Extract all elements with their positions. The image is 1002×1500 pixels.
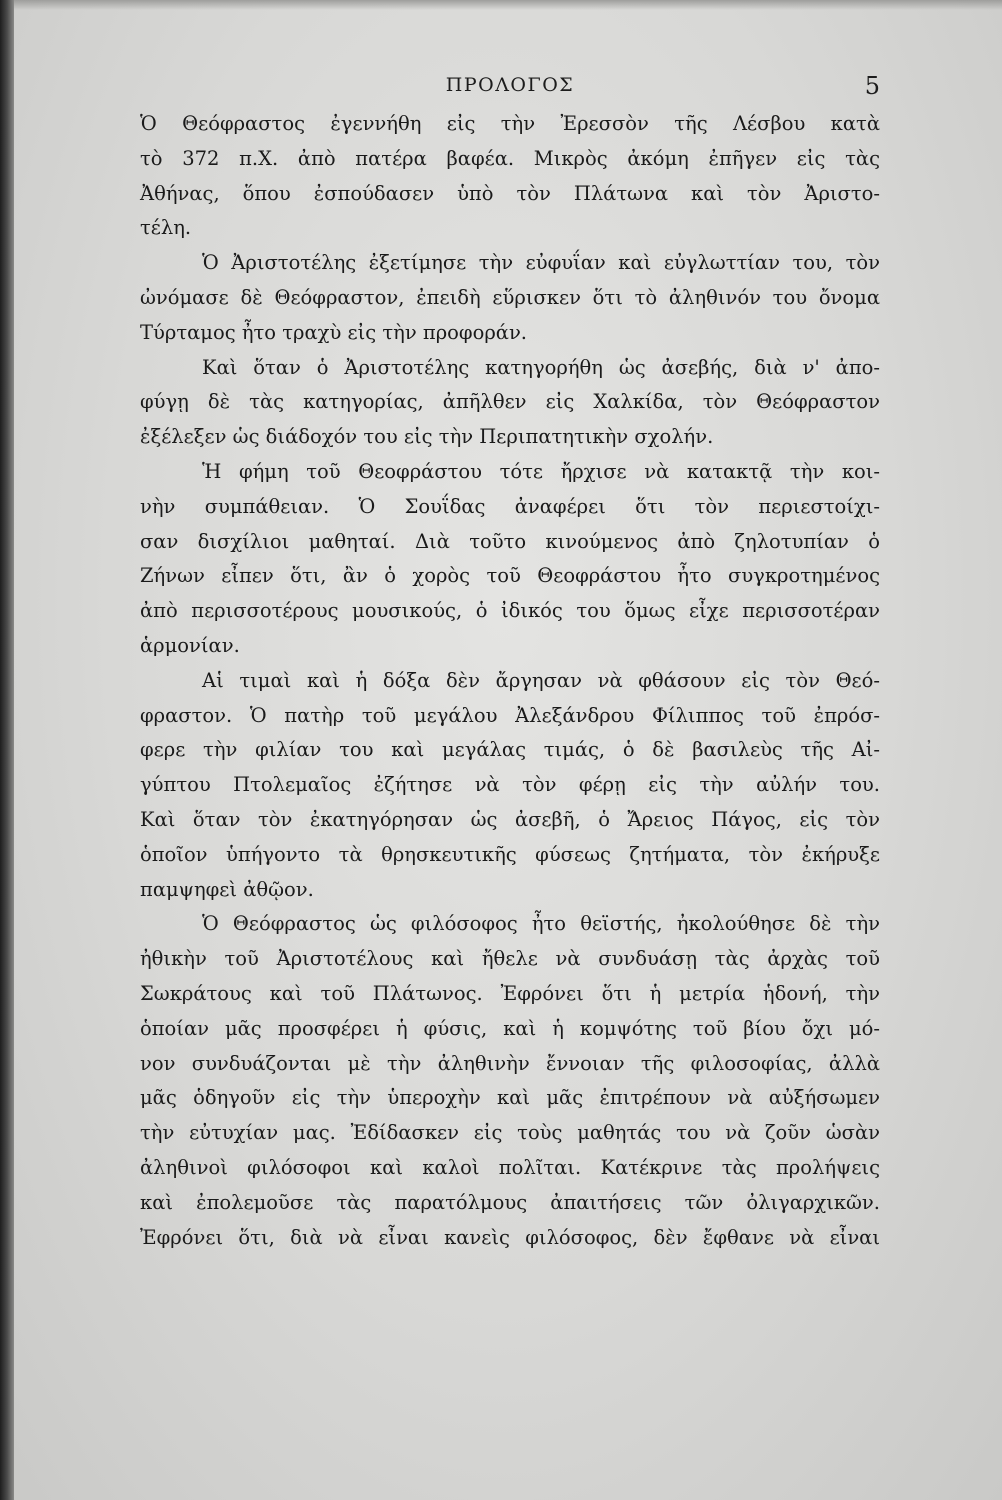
text-line: Ὁ Θεόφραστος ἐγεννήθη εἰς τὴν Ἐρεσσὸν τῆς Λέσβου κατὰ [140,112,880,135]
text-line: τέλη. [140,216,192,240]
text-line: τὸ 372 π.Χ. ἀπὸ πατέρα βαφέα. Μικρὸς ἀκόμη ἐπῆγεν εἰς τὰς [140,146,880,170]
text-line: τὴν εὐτυχίαν μας. Ἐδίδασκεν εἰς τοὺς μαθητάς του νὰ ζοῦν ὡσὰν [140,1121,880,1145]
text-line: νὴν συμπάθειαν. Ὁ Σουΐδας ἀναφέρει ὅτι τὸν περιεστοίχι- [140,494,880,518]
text-line: σαν δισχίλιοι μαθηταί. Διὰ τοῦτο κινούμενος ἀπὸ ζηλοτυπίαν ὁ [140,529,880,553]
text-line: Σωκράτους καὶ τοῦ Πλάτωνος. Ἐφρόνει ὅτι ἡ μετρία ἡδονή, τὴν [140,981,880,1005]
text-line: ἠθικὴν τοῦ Ἀριστοτέλους καὶ ἤθελε νὰ συνδυάσῃ τὰς ἀρχὰς τοῦ [140,947,880,971]
text-line: καὶ ἐπολεμοῦσε τὰς παρατόλμους ἀπαιτήσεις τῶν ὀλιγαρχικῶν. [140,1190,880,1214]
text-line: Ὁ Θεόφραστος ὡς φιλόσοφος ἦτο θεϊστής, ἠκολούθησε δὲ τὴν [202,912,880,936]
running-title: ΠΡΟΛΟΓΟΣ [445,74,575,96]
page-number: 5 [864,72,880,100]
binding-edge-shadow [0,0,14,1500]
text-line: φερε τὴν φιλίαν του καὶ μεγάλας τιμάς, ὁ δὲ βασιλεὺς τῆς Αἰ- [140,738,880,762]
body-text [140,107,880,1255]
text-line: Ἐφρόνει ὅτι, διὰ νὰ εἶναι κανεὶς φιλόσοφος, δὲν ἔφθανε νὰ εἶναι [140,1225,880,1249]
text-line: νον συνδυάζονται μὲ τὴν ἀληθινὴν ἔννοιαν τῆς φιλοσοφίας, ἀλλὰ [140,1051,880,1075]
text-line: Ὁ Ἀριστοτέλης ἐξετίμησε τὴν εὐφυΐαν καὶ εὐγλωττίαν του, τὸν [202,251,880,275]
text-line: ὠνόμασε δὲ Θεόφραστον, ἐπειδὴ εὕρισκεν ὅτι τὸ ἀληθινόν του ὄνομα [140,285,880,309]
text-line: ὁποίαν μᾶς προσφέρει ἡ φύσις, καὶ ἡ κομψότης τοῦ βίου ὄχι μό- [140,1016,880,1040]
text-line: μᾶς ὁδηγοῦν εἰς τὴν ὑπεροχὴν καὶ μᾶς ἐπιτρέπουν νὰ αὐξήσωμεν [140,1086,880,1110]
page-header [140,72,880,102]
text-line: Καὶ ὅταν τὸν ἐκατηγόρησαν ὡς ἀσεβῆ, ὁ Ἄρειος Πάγος, εἰς τὸν [140,807,880,831]
text-line: φύγῃ δὲ τὰς κατηγορίας, ἀπῆλθεν εἰς Χαλκίδα, τὸν Θεόφραστον [140,390,880,414]
text-line: ὁποῖον ὑπήγοντο τὰ θρησκευτικῆς φύσεως ζητήματα, τὸν ἐκήρυξε [140,842,880,866]
text-line: ἁρμονίαν. [140,633,240,657]
text-line: Ζήνων εἶπεν ὅτι, ἂν ὁ χορὸς τοῦ Θεοφράστου ἦτο συγκροτημένος [140,564,880,588]
text-line: Αἱ τιμαὶ καὶ ἡ δόξα δὲν ἄργησαν νὰ φθάσουν εἰς τὸν Θεό- [202,668,880,692]
text-line: Ἀθήνας, ὅπου ἐσπούδασεν ὑπὸ τὸν Πλάτωνα καὶ τὸν Ἀριστο- [140,181,880,205]
text-line: Ἡ φήμη τοῦ Θεοφράστου τότε ἤρχισε νὰ κατακτᾷ τὴν κοι- [202,459,880,483]
text-line: ἀπὸ περισσοτέρους μουσικούς, ὁ ἰδικός του ὅμως εἶχε περισσοτέραν [140,599,880,623]
text-line: Τύρταμος ἦτο τραχὺ εἰς τὴν προφοράν. [140,320,528,344]
top-edge-shadow [14,0,1002,10]
text-line: γύπτου Πτολεμαῖος ἐζήτησε νὰ τὸν φέρῃ εἰς τὴν αὐλήν του. [140,773,880,797]
text-line: φραστον. Ὁ πατὴρ τοῦ μεγάλου Ἀλεξάνδρου Φίλιππος τοῦ ἐπρόσ- [140,703,880,727]
text-line: ἀληθινοὶ φιλόσοφοι καὶ καλοὶ πολῖται. Κατέκρινε τὰς προλήψεις [140,1155,880,1179]
text-line: Καὶ ὅταν ὁ Ἀριστοτέλης κατηγορήθη ὡς ἀσεβής, διὰ ν' ἀπο- [202,355,880,379]
text-line: παμψηφεὶ ἀθῷον. [140,877,314,901]
text-line: ἐξέλεξεν ὡς διάδοχόν του εἰς τὴν Περιπατητικὴν σχολήν. [140,425,714,449]
